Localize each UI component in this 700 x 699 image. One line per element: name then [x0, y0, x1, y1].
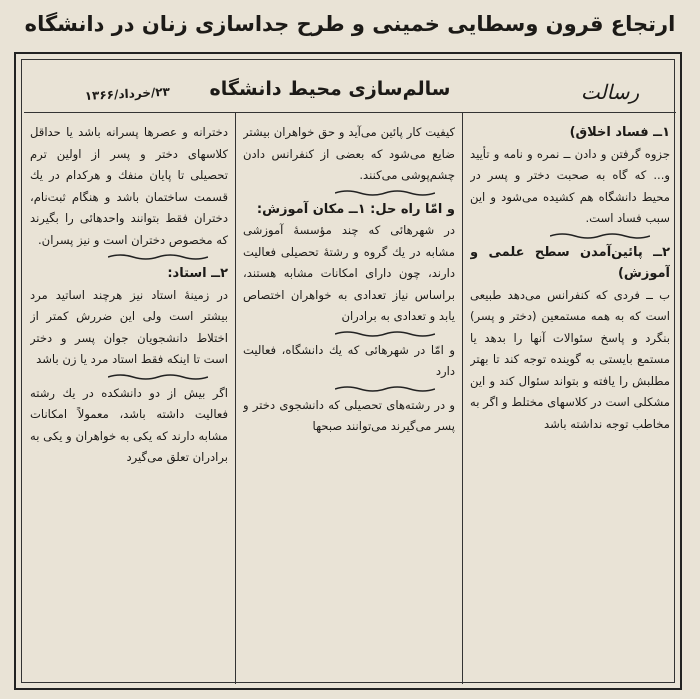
section-heading-corruption: ۱ــ فساد اخلاق): [569, 125, 670, 140]
column-divider-left: [235, 112, 236, 684]
squiggle-divider: [108, 253, 208, 261]
paragraph: جزوه گرفتن و دادن ــ نمره و نامه و تأييد و... كه گاه به صحبت دختر و پسر در محيط دانشگاه هم كشيده مى‌شود و اين سبب فساد است.: [470, 146, 670, 225]
column-divider-right: [462, 112, 463, 684]
squiggle-divider: [108, 373, 208, 381]
paragraph: در زمينهٔ استاد نيز هرچند اساتيد مرد بيشتر است ولى اين ضررش كمتر از اختلاط دانشجويان جوان پسر و دختر است تا اينكه فقط استاد مرد يا زن باشد: [30, 287, 228, 366]
section-heading-solution: و امّا راه حل: ۱ــ مكان آموزش:: [256, 201, 455, 217]
squiggle-divider: [335, 385, 435, 393]
section-heading-education: ۲ــ پائين‌آمدن سطح علمى و آموزش): [470, 244, 670, 281]
publication-logo: رسالت: [580, 80, 640, 104]
paragraph: ب ــ فردى كه كنفرانس مى‌دهد طبيعى است كه به همه مستمعين (دختر و پسر) بنگرد و پاسخ سئوالات آنها را بدهد يا مستمع بايستى به گوينده توجه كند تا بهتر مطلبش را يافته و بتواند سئوال كند و اين مشكلى است در كلاسهاى مختلط و اگر به مخاطب توجه نداشته باشد: [470, 287, 670, 431]
paragraph: اگر بيش از دو دانشكده در يك رشته فعاليت داشته باشد، معمولاً امكانات مشابه دارند كه يكى به خواهران و يكى به برادران تعلق مى‌گيرد: [30, 385, 228, 464]
squiggle-divider: [335, 330, 435, 338]
paragraph: كيفيت كار پائين مى‌آيد و حق خواهران بيشتر ضايع مى‌شود كه بعضى از كنفرانس دادن چشم‌پوشى مى‌كنند.: [243, 125, 455, 182]
squiggle-divider: [550, 232, 650, 240]
date-stamp: ۲۳/خرداد/۱۳۶۶: [84, 84, 171, 104]
left-column: [30, 122, 228, 690]
middle-column: [243, 122, 455, 690]
right-column: [470, 122, 670, 690]
paragraph: دخترانه و عصرها پسرانه باشد يا حداقل كلاسهاى دختر و پسر از اولين ترم تحصيلى تا پايان منفك و هركدام در يك قسمت ساختمان باشد و هنگام ثبت‌نام، دختران فقط بتوانند واحدهائى را بگيرند كه مخصوص دختران است و نيز پسران.: [30, 125, 228, 247]
paragraph: و در رشته‌هاى تحصيلى كه دانشجوى دختر و پسر مى‌گيرند مى‌توانند صبحها: [243, 397, 455, 433]
paragraph: در شهرهائى كه چند مؤسسهٔ آموزشى مشابه در يك گروه و رشتهٔ تحصيلى فعاليت دارند، چون داراى امكانات مشابه هستند، براساس نياز تعدادى به خواهران اختصاص يابد و تعدادى به برادران: [243, 223, 455, 323]
paragraph: و امّا در شهرهائى كه يك دانشگاه، فعاليت دارد: [243, 342, 455, 378]
article-title: سالم‌سازى محيط دانشگاه: [209, 78, 451, 100]
section-heading-professor: ۲ــ استاد:: [167, 266, 228, 281]
squiggle-divider: [335, 189, 435, 197]
title-divider: [24, 112, 676, 113]
headline: ارتجاع قرون وسطايى خمينى و طرح جداسازى زنان در دانشگاه: [24, 12, 676, 36]
